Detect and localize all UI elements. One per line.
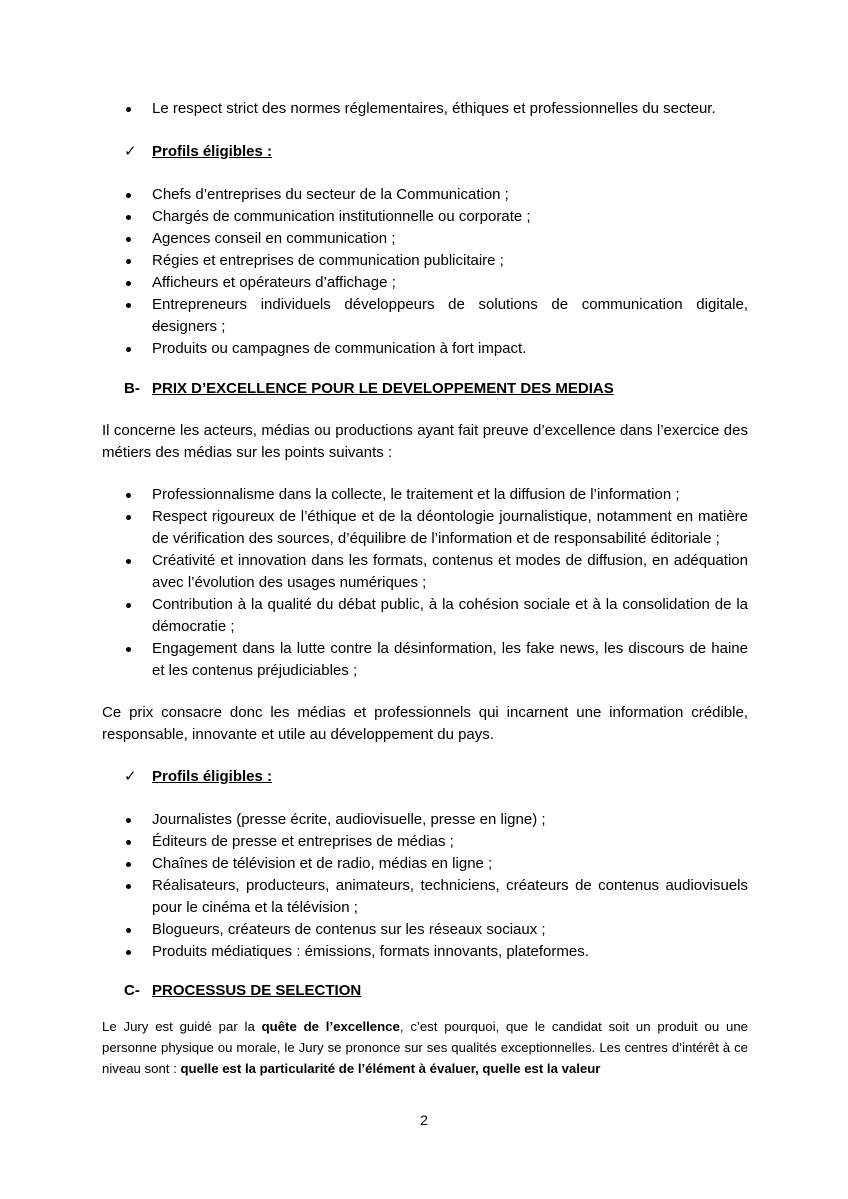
bullet-icon: [126, 347, 131, 352]
list-item: Afficheurs et opérateurs d’affichage ;: [102, 272, 748, 294]
section-c-paragraph: Le Jury est guidé par la quête de l’excellence, c’est pourquoi, que le candidat soit un produit ou une personne physique ou morale, le Jury se prononce sur ses qualités exceptionnelles. Les centres d’intérêt à ce niveau sont : quelle est la particularité de l’élément à évaluer, quelle est la valeur: [102, 1019, 748, 1076]
list-item: Blogueurs, créateurs de contenus sur les réseaux sociaux ;: [102, 919, 748, 941]
check-icon: ✓: [124, 768, 137, 785]
list-item: Engagement dans la lutte contre la désinformation, les fake news, les discours de haine et les contenus préjudiciables ;: [102, 638, 748, 682]
bullet-icon: [126, 950, 131, 955]
section-b-points: [102, 484, 748, 682]
list-item: Le respect strict des normes réglementaires, éthiques et professionnelles du secteur.: [102, 98, 748, 120]
bullet-icon: [126, 281, 131, 286]
section-b-intro: Il concerne les acteurs, médias ou productions ayant fait preuve d’excellence dans l’exercice des métiers des médias sur les points suivants :: [102, 422, 748, 461]
page-number: 2: [420, 1112, 428, 1128]
profils-a-list: [102, 184, 748, 360]
bullet-icon: [126, 818, 131, 823]
profils-a-heading: ✓ Profils éligibles :: [102, 141, 748, 163]
section-b-conclusion: Ce prix consacre donc les médias et professionnels qui incarnent une information crédible, responsable, innovante et utile au développement du pays.: [102, 704, 748, 743]
bullet-icon: [126, 603, 131, 608]
section-c-heading: C- PROCESSUS DE SELECTION: [124, 982, 362, 999]
list-item: Créativité et innovation dans les formats, contenus et modes de diffusion, en adéquation avec l’évolution des usages numériques ;: [102, 550, 748, 594]
list-item: Régies et entreprises de communication publicitaire ;: [102, 250, 748, 272]
list-item: Agences conseil en communication ;: [102, 228, 748, 250]
list-item: Éditeurs de presse et entreprises de médias ;: [102, 831, 748, 853]
bullet-icon: [126, 259, 131, 264]
list-item: Réalisateurs, producteurs, animateurs, techniciens, créateurs de contenus audiovisuels pour le cinéma et la télévision ;: [102, 875, 748, 919]
list-item: Entrepreneurs individuels développeurs de solutions de communication digitale, designers ;: [102, 294, 748, 338]
list-item: Journalistes (presse écrite, audiovisuelle, presse en ligne) ;: [102, 809, 748, 831]
bullet-icon: [126, 884, 131, 889]
list-item: Professionnalisme dans la collecte, le traitement et la diffusion de l’information ;: [102, 484, 748, 506]
bullet-icon: [126, 493, 131, 498]
list-item: Chefs d’entreprises du secteur de la Communication ;: [102, 184, 748, 206]
list-item: Respect rigoureux de l’éthique et de la déontologie journalistique, notamment en matière de vérification des sources, d’équilibre de l’information et de responsabilité éditoriale ;: [102, 506, 748, 550]
bullet-icon: [126, 237, 131, 242]
profils-b-list: [102, 809, 748, 963]
page-content: [102, 98, 748, 1079]
bullet-icon: [126, 862, 131, 867]
bullet-icon: [126, 840, 131, 845]
bullet-icon: [126, 515, 131, 520]
section-b-heading: B- PRIX D’EXCELLENCE POUR LE DEVELOPPEMENT DES MEDIAS: [124, 380, 614, 397]
bullet-icon: [126, 559, 131, 564]
intro-bullet-list: [102, 98, 748, 120]
profils-b-heading: ✓ Profils éligibles :: [102, 766, 748, 788]
list-item: Chargés de communication institutionnelle ou corporate ;: [102, 206, 748, 228]
check-icon: ✓: [124, 143, 137, 160]
bullet-icon: [126, 303, 131, 308]
list-item: Produits médiatiques : émissions, formats innovants, plateformes.: [102, 941, 748, 963]
bullet-icon: [126, 215, 131, 220]
bullet-icon: [126, 193, 131, 198]
bullet-icon: [126, 928, 131, 933]
bullet-icon: [126, 647, 131, 652]
bullet-icon: [126, 107, 131, 112]
list-item: Contribution à la qualité du débat public, à la cohésion sociale et à la consolidation de la démocratie ;: [102, 594, 748, 638]
list-item: Produits ou campagnes de communication à fort impact.: [102, 338, 748, 360]
list-item: Chaînes de télévision et de radio, médias en ligne ;: [102, 853, 748, 875]
